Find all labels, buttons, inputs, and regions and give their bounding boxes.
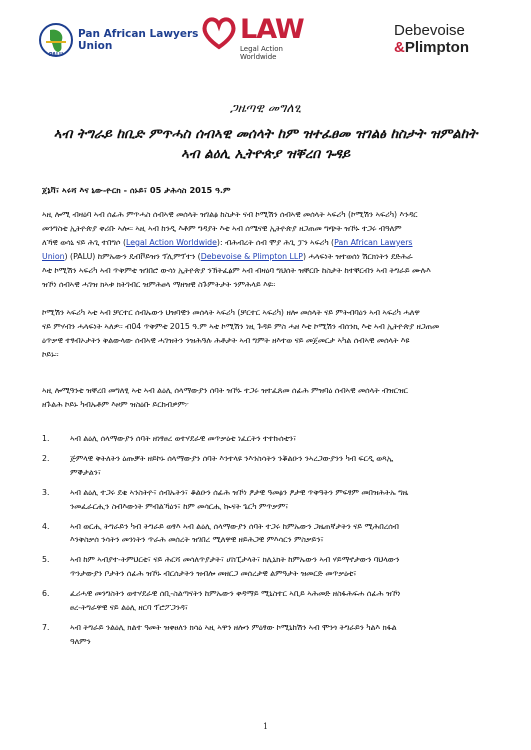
p1-line-1: ኣዚ ሎሚ ብዛዕባ ኣብ ሰፊሕ ምጥሓስ ሰብኣዊ መሰላት ዝገልፅ ከስታት ናብ ኮሚሽን ሰብኣዊ መሰላት ኣፍሪካ (ኮሚሽን ኣፍሪካ) እንዳር <box>42 210 418 219</box>
debevoise-line1: Debevoise <box>394 22 465 39</box>
p1-line-5: እቲ ኮሚሽን ኣፍሪካ ኣብ ጥቅምቲ ዝገበሮ ውሳነ ኢትዮጵያ ንኽትፈፅም ኣብ ብዛዕባ ግህሰት ዝቐርቡ ከስታት ከተቐርብን ኣብ ትግራይ ሙሉእ <box>42 265 431 275</box>
law-heart-icon <box>200 14 238 52</box>
list-item: 4. ኣብ ወርሒ ትግራይን ካብ ትግራይ ወፃእ ኣብ ልዕሊ ሰላማውያን ሰባት ተጋሩ ከምኡውን ጋዜጠኛታትን ናይ ሚሕበረሰብ እንቅስቃሰ ንሳትን መንነትን ጥራሕ መሰረት ዝገበረ ሚለዋዊ ዘይሕጋዊ ምእሳርን ምስቃይን፣ <box>42 521 399 545</box>
paragraph-3 <box>42 384 489 412</box>
p3-line-2: ዘጉልሕ ኮይኑ ካብኡቶም እዞም ዝስዕቡ ይርከብዎም፦ <box>42 399 189 409</box>
link-legal-action-worldwide[interactable]: Legal Action Worldwide <box>126 237 217 247</box>
palu-emblem-icon <box>38 22 74 58</box>
palu-name: Pan African Lawyers Union <box>78 28 199 52</box>
page-number: 1 <box>262 722 269 731</box>
p1-line-4: Union) (PALU) ከምኡውን ዴብቮይዝን ፕሊምፕተን (Debevoise & Plimpton LLP) ሓላፍነት ዝተወሰነ ሽርክነትን ደድሕራ <box>42 251 413 261</box>
list-item: 6. ፈሪሓዊ መንግስትን ወተሃደራዊ ሰቢ-ስልጣናትን ከምኡውን ቀዳማይ ሚኒስተር ኣቢይ ኣሕመድ ዘስፋሕፍሐ ሰፊሕ ዝኾነ ፀረ-ትግራዋዊ ናይ ልዕሊ ዘርባ ፕሮፖጋንዳ፣ <box>42 589 401 613</box>
debevoise-line2 <box>394 39 509 56</box>
palu-abbr: PALU <box>48 52 64 58</box>
link-debevoise-plimpton[interactable]: Debevoise & Plimpton LLP <box>200 251 303 261</box>
p3-line-1: ኣዚ ሎሚዓንቲ ዝቐረበ መግለፂ ኣቲ ኣብ ልዕሊ ሰላማውያን ሰባት ዝኾኑ ተጋሩ ዝተፈጸመ ሰፊሕ ምዝባዕ ሰብኣዊ መሰላት ብዝርዝር <box>42 386 408 395</box>
list-item: 1. ኣብ ልዕሊ ሰላማውያን ሰባት ዘነፃፀረ ወተሃደራዊ መጥቃዕቲ ነፈርትን ተተኩሰቲን፣ <box>42 434 297 443</box>
p1-line-3: ለኻዊ ወሳኒ ናይ ሕጊ ተበግሶ (Legal Action Worldwide): ብሕብረት ሰብ ሞያ ሕጊ ፓን ኣፍሪካ (Pan African Lawyers <box>42 237 413 247</box>
link-pan-african-lawyers-union-cont[interactable]: Union <box>42 251 65 261</box>
debevoise-logo <box>394 22 509 56</box>
p2-line-1: ኮሚሽን ኣፍሪካ ኣቲ ኣብ ቻርተር ሰብኡውን ህዝባዊን መሰላት ኣፍሪካ (ቻርተር ኣፍሪካ) ዘሎ መሰላት ናይ ምትብባዕን ኣብ ኣፍሪካ ሓለዋ <box>42 308 420 317</box>
header-logos <box>0 10 531 80</box>
list-item: 2. ጅምላዊ ቅትለትን ዕጡቓት ዘይኮኑ ሰላማውያን ሰባት እንተላዩ ንእንስሳትን ንቖልዑን ንኣረጋውያንን ካብ ፍርዲ ወጻኢ ምቕታልን፣ <box>42 453 394 477</box>
p1-line-2: መንግስቲ ኢትዮጵያ ቀሪቡ ኣሎ። ኣዚ ኣብ ከንዲ እቶም ግዳያት እቲ ኣብ ሰሜናዊ ኢትዮጵያ ዘጋጠመ ግጭት ዝኾኑ ተጋሩ ብዓለም <box>42 223 402 233</box>
law-subtitle: Legal Action Worldwide <box>240 45 283 61</box>
list-item: 7. ኣብ ትግራይ ንልዕሊ ክልተ ዓመት ዝቀፀለን ክሳዕ ኣዚ ኣዋን ዘሎን ምዕፃው ኮሚኒከሽን ኣብ ሞንጎ ትግራይን ካልእ ክፋል ዓለምን <box>42 622 397 646</box>
p2-line-2: ናይ ምሃብን ሓላፍነት ኣለዎ። ብ04 ጥቅምቲ 2015 ዓ.ም ኣቲ ኮሚሽን ነዚ ጉዳይ ምስ ሓዘ እቲ ኮሚሽን ብሰንኪ እቲ ኣብ ኢትዮጵያ ዘጋጠመ <box>42 321 440 331</box>
debevoise-ampersand: & <box>394 39 405 56</box>
debevoise-plimpton: Plimpton <box>404 39 470 56</box>
law-name: LAW <box>240 14 304 45</box>
p2-line-4: ኮይኑ። <box>42 349 59 359</box>
p1-line-6: ዝኾነ ሰብኣዊ ሓገዝ ክኣቱ ክትገብር ዝምሕፀላ ማዘዝዊ ስጉምትታት ንምሕላይ እዩ። <box>42 279 276 289</box>
dateline: ጀኔቫ፣ ኣሩሻ እና ኒው-ዮርክ - ሰኑይ፣ 05 ታሕሳስ 2015 ዓ.ም <box>42 185 231 195</box>
paragraph-1 <box>42 208 489 291</box>
paragraph-2 <box>42 306 489 362</box>
p2-line-3: ዕጥቃዊ ተፃብኦታትን ቅልውላው ሰብኣዊ ሓገዝትን ንዝሕዓሉ ሕቶታት ኣብ ግምት ዘእተወ ናይ መጀመርታ ኣካል ሰብኣዊ መሰላት እዩ <box>42 335 410 345</box>
violations-list <box>42 432 489 655</box>
list-item: 5. ኣብ ከም ኣብያተ-ትምህርቲ፣ ናይ ሕርሻ መሳለጥያታት፣ ሆስፒታላት፣ ክሊኒክት ከምኡውን ኣብ ሃይማኖታውን ባህላውን ጥንታውያን ቦታትን ሰፊሕ ዝኾኑ ብርሰታትን ዝብሎ መዘርጋ መሰረታዊ ልምዓታት ዝመርድ መጥቃዕቲ፣ <box>42 555 400 579</box>
headline <box>44 124 487 164</box>
press-release-label: ጋዜጣዊ መግለፂ <box>229 100 302 115</box>
palu-logo <box>38 22 198 58</box>
link-pan-african-lawyers-union[interactable]: Pan African Lawyers <box>334 237 413 247</box>
law-logo <box>200 14 310 78</box>
headline-line-2: ኣብ ልዕሊ ኢትዮጵያ ዝቐረበ ጉዳይ <box>180 146 351 162</box>
headline-line-1: ኣብ ትግራይ ከቢድ ምጥሓስ ሰብኣዊ መሰላት ከም ዝተፈፀመ ዝገልፅ ከስታት ዝምልከት <box>53 126 478 142</box>
list-item: 3. ኣብ ልዕሊ ተጋሩ ደቂ ኣንስትዮ፣ ሰብኡትን፣ ቆልዑን ሰፊሕ ዝኾነ ፆታዊ ዓመፅን ፆታዊ ጥቅዓትን ምፍፃም መበዝሕትኡ ግዜ ንመፈራርሒን ስብእውነት ምብልኻዕን፣ ከም መሳርሒ ኲናት ጌርካ ምጥቃም፣ <box>42 487 409 511</box>
